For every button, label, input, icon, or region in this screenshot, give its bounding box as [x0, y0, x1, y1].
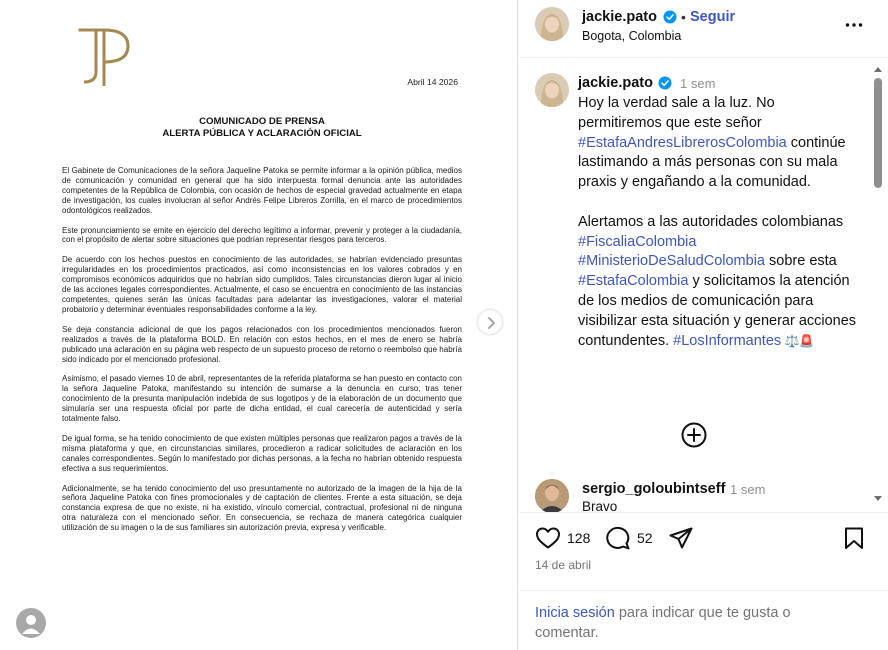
more-options-icon[interactable] — [844, 18, 864, 32]
verified-badge-icon — [658, 76, 672, 90]
document-paragraph: El Gabinete de Comunicaciones de la señora Jaqueline Patoka se permite informar a la opinión pública, medios de comunicación y comunidad en general que ha sido interpuesta formal denuncia ante las autoridades competentes de la República de Colombia, con ocasión de hechos de especial gravedad actualmente en etapa de investigación, los cuales involucran al señor Andrés Felipe Libreros Zorrilla, en el marco de procedimientos odontológicos realizados. — [62, 166, 462, 215]
chevron-right-icon — [484, 316, 498, 330]
follow-button[interactable]: Seguir — [690, 9, 736, 25]
document-paragraph: De acuerdo con los hechos puestos en conocimiento de las autoridades, se habrían evidenciado presuntas irregularidades en los procedimientos practicados, así como inconsistencias en los valores cobrados y en compromisos económicos adquiridos que no habrían sido cumplidos. Tales circunstancias dieron lugar al inicio de las acciones legales correspondientes. Actualmente, el caso se encuentra en conocimiento de las instancias competentes, quienes serán las únicas facultadas para adelantar las investigaciones, valorar el material probatorio y determinar eventuales responsabilidades conforme a la ley. — [62, 255, 462, 314]
heart-icon[interactable] — [535, 526, 561, 550]
caption-author-avatar[interactable] — [535, 73, 569, 107]
hashtag-link[interactable]: #LosInformantes — [673, 332, 782, 349]
post-date[interactable]: 14 de abril — [535, 558, 592, 572]
author-avatar[interactable] — [535, 7, 569, 41]
document-body — [62, 166, 462, 543]
login-prompt-rest: para indicar que te gusta o comentar. — [535, 605, 791, 641]
scroll-up-arrow-icon[interactable] — [874, 66, 882, 74]
hashtag-link[interactable]: #EstafaColombia — [578, 273, 689, 290]
comment-time[interactable]: 1 sem — [730, 482, 766, 497]
commenter-username[interactable]: sergio_goloubintseff — [582, 481, 726, 497]
document-paragraph: Se deja constancia adicional de que los pagos relacionados con los procedimientos mencionados fueron realizados a través de la plataforma BOLD. En relación con estos hechos, en el mes de enero se habría publicado una aclaración en su página web respecto de un supuesto proceso de retorno o reembolso que habría sido indicado por el mencionado profesional. — [62, 324, 462, 364]
hashtag-link[interactable]: #FiscaliaColombia — [578, 233, 697, 250]
like-count[interactable]: 128 — [567, 530, 591, 546]
post-panel — [519, 0, 888, 650]
paper-plane-share-icon[interactable] — [668, 526, 694, 550]
caption-text-part: y solicitamos la atención de los medios de comunicación para visibilizar esta situación y generar acciones contundentes. — [578, 273, 857, 349]
login-link[interactable]: Inicia sesión — [535, 605, 615, 621]
heading-line-1: COMUNICADO DE PRENSA — [199, 116, 325, 127]
next-slide-button[interactable] — [477, 309, 503, 335]
scrollbar-thumb[interactable] — [874, 78, 882, 188]
hashtag-link[interactable]: #EstafaAndresLibrerosColombia — [578, 134, 787, 151]
author-username[interactable]: jackie.pato — [582, 9, 657, 25]
load-more-comments-icon[interactable] — [680, 421, 708, 449]
author-photo — [535, 7, 569, 41]
comment-bubble-icon[interactable] — [605, 526, 631, 550]
caption-text — [578, 94, 860, 351]
caption-text-part: sobre esta — [764, 253, 837, 270]
caption-time[interactable]: 1 sem — [680, 76, 716, 91]
post-header — [519, 0, 888, 58]
press-release-document — [60, 20, 464, 650]
heading-line-2: ALERTA PÚBLICA Y ACLARACIÓN OFICIAL — [162, 128, 362, 139]
hashtag-link[interactable]: #MinisterioDeSaludColombia — [578, 253, 765, 270]
document-date: Abril 14 2026 — [407, 77, 458, 87]
comment-text: Bravo — [582, 499, 618, 512]
post-location[interactable]: Bogota, Colombia — [582, 29, 682, 43]
verified-badge-icon — [663, 10, 677, 24]
caption-text-part: continúe lastimando a más personas con su mala praxis y engañando a la comunidad. — [578, 134, 846, 191]
caption-username[interactable]: jackie.pato — [578, 75, 653, 91]
viewer-avatar[interactable] — [16, 608, 46, 638]
post-actions — [519, 512, 888, 562]
login-prompt-text — [535, 603, 835, 643]
commenter-avatar[interactable] — [535, 479, 569, 512]
separator-dot: • — [681, 9, 686, 25]
comments-scrollbar[interactable] — [872, 64, 884, 508]
comment-count[interactable]: 52 — [637, 530, 653, 546]
document-paragraph: De igual forma, se ha tenido conocimiento de que existen múltiples personas que realizaron pagos a través de la misma plataforma y que, en circunstancias similares, procedieron a radicar solicitudes de aclaración en los canales correspondientes. Según lo manifestado por dichas personas, a la fecha no habrían obtenido respuesta efectiva a sus requerimientos. — [62, 433, 462, 473]
document-paragraph: Adicionalmente, se ha tenido conocimiento del uso presuntamente no autorizado de la imagen de la hija de la señora Jaqueline Patoka con fines promocionales y de captación de clientes. Frente a esta situación, se deja constancia expresa de que no existe, ni ha existido, vínculo comercial, contractual, profesional ni de ninguna otra naturaleza con el mencionado señor. En consecuencia, se rechaza de manera categórica cualquier utilización de su imagen o la de sus familiares sin autorización previa, expresa y verificable. — [62, 483, 462, 533]
bookmark-icon[interactable] — [843, 526, 865, 550]
login-prompt — [519, 590, 888, 650]
scroll-down-arrow-icon[interactable] — [874, 494, 882, 502]
commenter-photo — [535, 479, 569, 512]
jp-monogram-logo — [74, 24, 136, 86]
document-heading — [60, 116, 464, 140]
caption-text-part: Alertamos a las autoridades colombianas — [578, 213, 844, 230]
caption-text-part: Hoy la verdad sale a la luz. No permitiremos que este señor — [578, 95, 775, 131]
comments-area[interactable] — [519, 60, 888, 512]
document-paragraph: Asimismo, el pasado viernes 10 de abril, representantes de la referida plataforma se han puesto en contacto con la señora Jaqueline Patoka, manifestando su intención de sumarse a la denuncia en curso, tras tener conocimiento de la presunta manipulación indebida de sus logotipos y de la elaboración de un documento que simularía ser una respuesta oficial por parte de dicha entidad, el cual carecería de autenticidad y sería totalmente falso. — [62, 374, 462, 424]
user-silhouette-icon — [16, 608, 46, 638]
author-photo — [535, 73, 569, 107]
document-paragraph: Este pronunciamiento se emite en ejercicio del derecho legítimo a informar, prevenir y proteger a la ciudadanía, con el propósito de alertar sobre situaciones que podrían representar riesgos para terceros. — [62, 225, 462, 245]
scales-alarm-emoji: ⚖️🚨 — [781, 333, 815, 348]
